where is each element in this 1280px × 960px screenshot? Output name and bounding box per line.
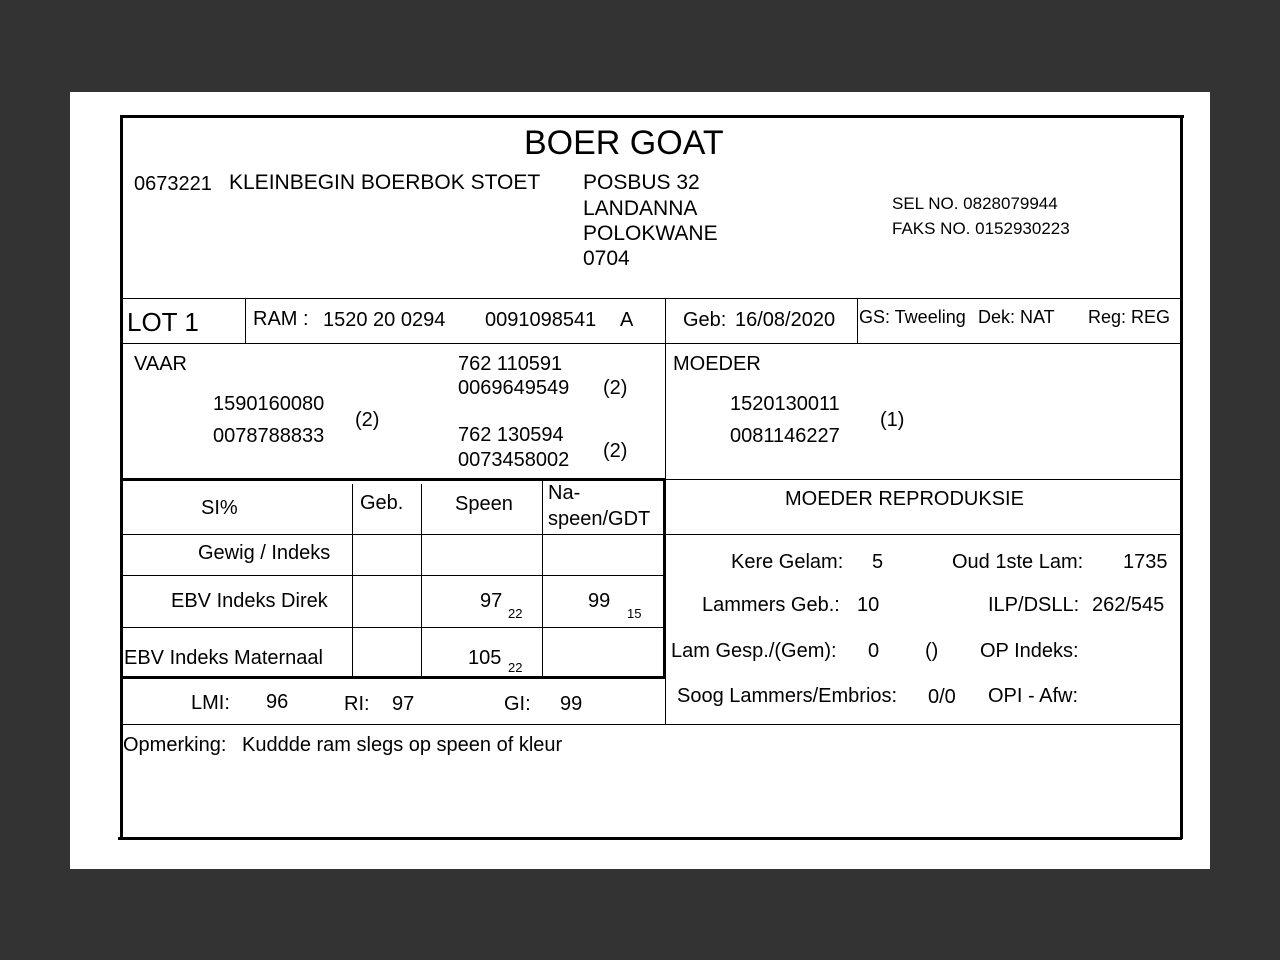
vaar-sire-id: 0069649549	[458, 377, 570, 399]
moeder-count: (1)	[880, 409, 905, 431]
ilp-dsll-value: 262/545	[1092, 594, 1165, 616]
table-col-naspeen-line	[542, 480, 543, 676]
ebv-maternaal-speen-accuracy: 22	[508, 660, 523, 675]
naspeen-header-line-2: speen/GDT	[548, 508, 651, 530]
opi-afw-label: OPI - Afw:	[988, 685, 1079, 707]
vaar-dam-count: (2)	[603, 440, 628, 462]
ram-grade: A	[620, 309, 634, 331]
reproduksie-top-line	[666, 479, 1181, 480]
ram-divider	[665, 298, 666, 343]
lot-label: LOT 1	[127, 307, 199, 337]
geb-divider	[857, 298, 858, 343]
ebv-direk-naspeen-accuracy: 15	[627, 606, 642, 621]
op-indeks-label: OP Indeks:	[980, 640, 1079, 662]
card-border-right	[1180, 116, 1183, 839]
vaar-label: VAAR	[134, 353, 187, 375]
vaar-sire-count: (2)	[603, 377, 628, 399]
naspeen-header-line-1: Na-	[548, 482, 581, 504]
table-row2-line	[121, 627, 666, 628]
card-border-top	[120, 115, 1184, 118]
vaar-id: 0078788833	[213, 425, 325, 447]
geb-label: Geb:	[683, 309, 727, 331]
reg-value: Reg: REG	[1088, 307, 1171, 327]
lammers-geb-value: 10	[857, 594, 880, 616]
ram-id: 0091098541	[485, 309, 597, 331]
moeder-id: 0081146227	[730, 425, 840, 447]
oud-1ste-lam-label: Oud 1ste Lam:	[952, 551, 1084, 573]
breeder-name: KLEINBEGIN BOERBOK STOET	[229, 171, 541, 194]
speen-header: Speen	[455, 493, 513, 515]
gs-value: GS: Tweeling	[859, 307, 966, 327]
phone-number: SEL NO. 0828079944	[892, 194, 1058, 213]
soog-lammers-value: 0/0	[928, 686, 956, 708]
gi-value: 99	[560, 693, 583, 715]
card-border-bottom	[118, 837, 1182, 840]
ebv-maternaal-label: EBV Indeks Maternaal	[124, 647, 323, 669]
ebv-direk-naspeen: 99	[588, 590, 611, 612]
vaar-dam-registration: 762 130594	[458, 424, 564, 446]
moeder-registration: 1520130011	[730, 393, 840, 415]
opmerking-label: Opmerking:	[123, 734, 227, 756]
lam-gem-value: ()	[925, 640, 939, 662]
address-line-4: 0704	[583, 247, 630, 270]
lot-row-bottom-line	[121, 343, 1181, 344]
ebv-direk-label: EBV Indeks Direk	[171, 590, 328, 612]
lmi-label: LMI:	[191, 692, 230, 714]
lot-row-top-line	[121, 298, 1181, 299]
ri-label: RI:	[344, 693, 370, 715]
gi-label: GI:	[504, 693, 531, 715]
table-header-bottom-line	[121, 534, 1181, 535]
ebv-maternaal-speen: 105	[468, 647, 502, 669]
ebv-direk-speen-accuracy: 22	[508, 606, 523, 621]
lot-divider	[245, 298, 246, 343]
lmi-value: 96	[266, 691, 289, 713]
table-bottom-line	[121, 676, 666, 679]
dek-value: Dek: NAT	[978, 307, 1055, 327]
ri-value: 97	[392, 693, 415, 715]
ebv-direk-speen: 97	[480, 590, 503, 612]
table-right-line	[663, 479, 666, 679]
moeder-label: MOEDER	[673, 353, 761, 375]
vaar-registration: 1590160080	[213, 393, 325, 415]
vaar-count: (2)	[355, 409, 380, 431]
lam-gesp-label: Lam Gesp./(Gem):	[671, 640, 837, 662]
address-line-3: POLOKWANE	[583, 222, 718, 245]
oud-1ste-lam-value: 1735	[1123, 551, 1168, 573]
opmerking-text: Kuddde ram slegs op speen of kleur	[242, 734, 563, 756]
fax-number: FAKS NO. 0152930223	[892, 219, 1070, 238]
gewig-indeks-label: Gewig / Indeks	[198, 542, 331, 564]
ram-registration: 1520 20 0294	[323, 309, 446, 331]
address-line-2: LANDANNA	[583, 197, 698, 220]
breeder-number: 0673221	[134, 173, 212, 195]
kere-gelam-label: Kere Gelam:	[731, 551, 844, 573]
address-line-1: POSBUS 32	[583, 171, 700, 194]
indices-bottom-line	[121, 724, 1181, 725]
si-header: SI%	[201, 497, 238, 519]
lam-gesp-value: 0	[868, 640, 880, 662]
ram-label: RAM :	[253, 308, 309, 330]
reproduksie-heading: MOEDER REPRODUKSIE	[785, 488, 1024, 510]
ilp-dsll-label: ILP/DSLL:	[988, 594, 1080, 616]
birth-date: 16/08/2020	[735, 309, 836, 331]
table-col-speen-line	[421, 484, 422, 676]
geb-header: Geb.	[360, 492, 404, 514]
lammers-geb-label: Lammers Geb.:	[702, 594, 840, 616]
kere-gelam-value: 5	[872, 551, 884, 573]
table-top-line	[121, 478, 666, 481]
vaar-sire-registration: 762 110591	[458, 353, 563, 375]
soog-lammers-label: Soog Lammers/Embrios:	[677, 685, 898, 707]
table-row1-line	[121, 575, 666, 576]
table-col-geb-line	[352, 484, 353, 676]
vaar-dam-id: 0073458002	[458, 449, 570, 471]
card-title: BOER GOAT	[524, 124, 724, 162]
